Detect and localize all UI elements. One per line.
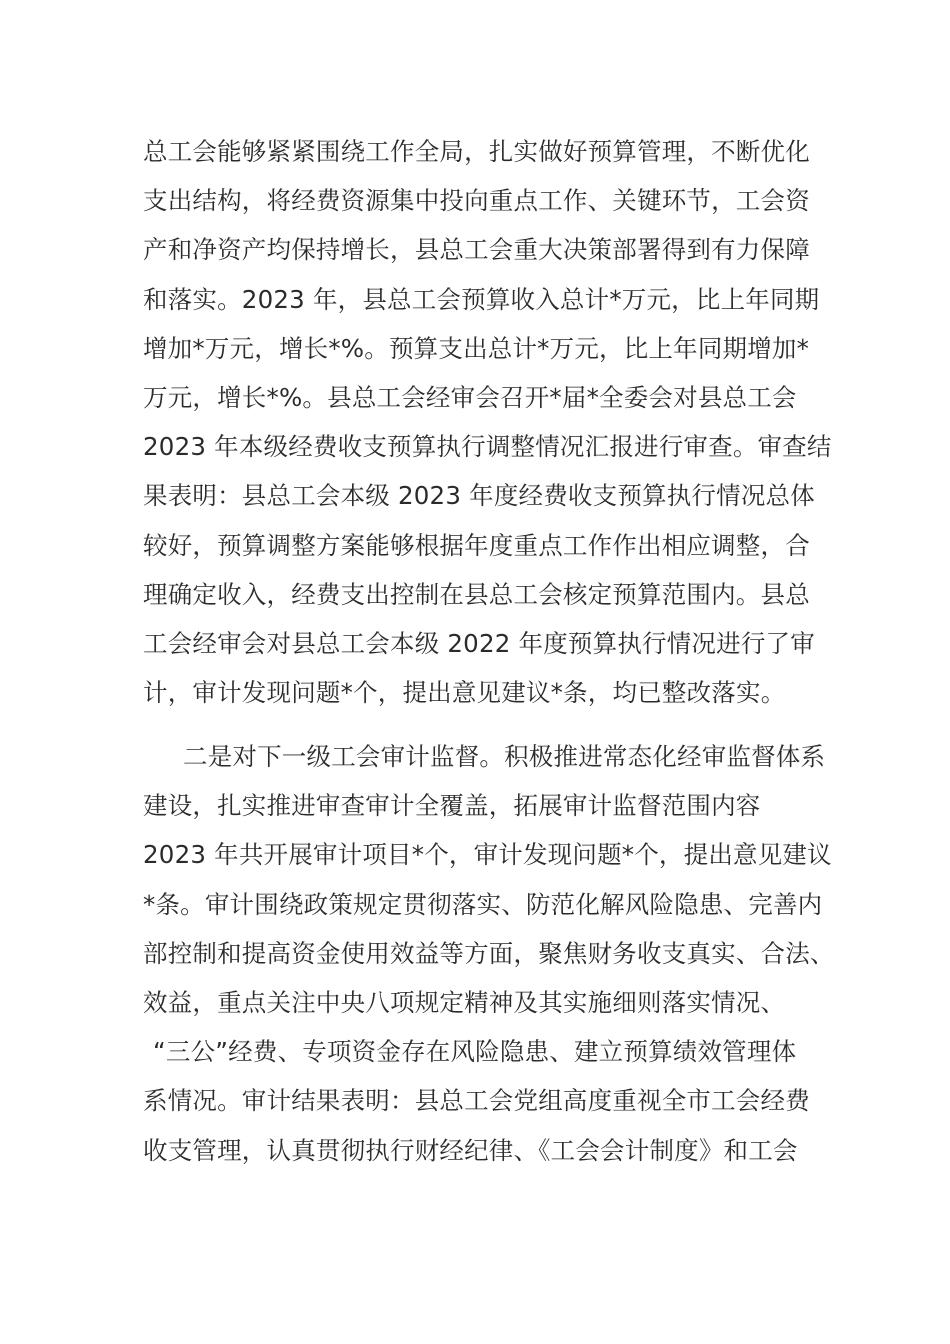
paragraph-1-line: 总工会能够紧紧围绕工作全局，扎实做好预算管理，不断优化	[143, 137, 810, 166]
paragraph-2	[143, 732, 835, 1175]
paragraph-1-line: 工会经审会对县总工会本级 2022 年度预算执行情况进行了审	[143, 628, 815, 658]
paragraph-1-line: 较好，预算调整方案能够根据年度重点工作作出相应调整，合	[143, 530, 810, 560]
paragraph-2-line: 收支管理，认真贯彻执行财经纪律、《工会会计制度》和工会	[143, 1135, 798, 1165]
paragraph-1-line: 2023 年本级经费收支预算执行调整情况汇报进行审查。审查结	[143, 432, 832, 462]
paragraph-2-line: 部控制和提高资金使用效益等方面，聚焦财务收支真实、合法、	[143, 938, 835, 968]
paragraph-2-line: 2023 年共开展审计项目*个，审计发现问题*个，提出意见建议	[143, 840, 832, 870]
paragraph-1-line: 和落实。2023 年，县总工会预算收入总计*万元，比上年同期	[143, 284, 820, 314]
paragraph-1	[143, 127, 832, 717]
paragraph-2-line: *条。审计围绕政策规定贯彻落实、防范化解风险隐患、完善内	[143, 889, 823, 919]
paragraph-1-line: 果表明：县总工会本级 2023 年度经费收支预算执行情况总体	[143, 481, 815, 511]
paragraph-1-line: 产和净资产均保持增长，县总工会重大决策部署得到有力保障	[143, 235, 810, 265]
paragraph-2-line: 建设，扎实推进审查审计全覆盖，拓展审计监督范围内容	[143, 791, 761, 821]
paragraph-2-line: 系情况。审计结果表明：县总工会党组高度重视全市工会经费	[143, 1086, 810, 1116]
paragraph-1-line: 万元，增长*%。县总工会经审会召开*届*全委会对县总工会	[143, 382, 797, 412]
paragraph-1-line: 计，审计发现问题*个，提出意见建议*条，均已整改落实。	[143, 678, 786, 708]
paragraph-2-line: “三公”经费、专项资金存在风险隐患、建立预算绩效管理体	[153, 1037, 797, 1067]
paragraph-1-line: 理确定收入，经费支出控制在县总工会核定预算范围内。县总	[143, 579, 810, 609]
paragraph-1-line: 支出结构，将经费资源集中投向重点工作、关键环节，工会资	[143, 186, 810, 216]
paragraph-2-line: 二是对下一级工会审计监督。积极推进常态化经审监督体系	[183, 742, 826, 771]
paragraph-1-line: 增加*万元，增长*%。预算支出总计*万元，比上年同期增加*	[143, 333, 810, 363]
paragraph-2-line: 效益，重点关注中央八项规定精神及其实施细则落实情况、	[143, 987, 786, 1017]
